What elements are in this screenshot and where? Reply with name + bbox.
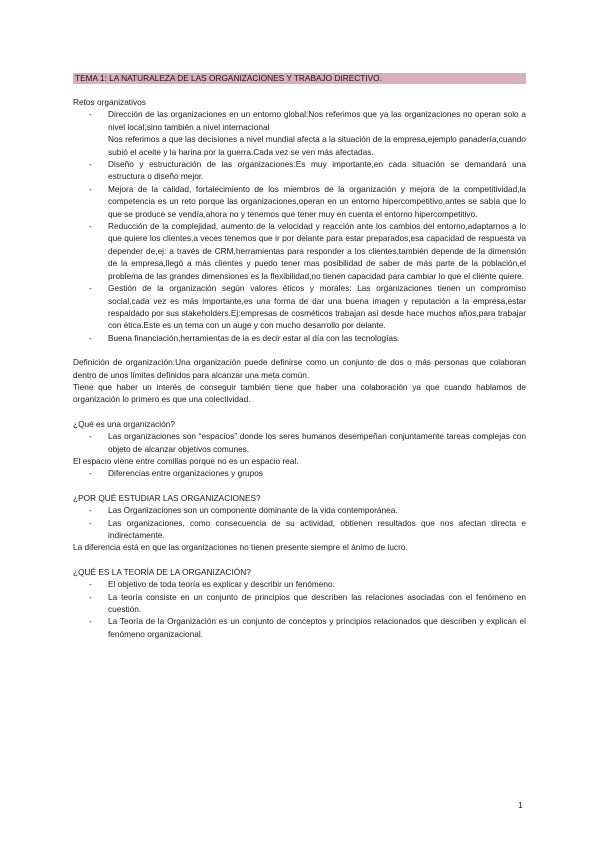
dash-bullet: - [89,579,92,590]
que-es-list-2 [73,467,526,479]
dash-bullet: - [89,517,92,528]
section-heading-que-es: ¿Qué es una organización? [73,418,175,429]
list-item: - El objetivo de toda teoría es explicar y describir un fenómeno. [89,579,335,590]
dash-bullet: - [89,221,92,232]
teoria-list [73,578,526,640]
list-item: - Gestión de la organización según valores éticos y morales: Las organizaciones tienen un compromiso social,cada vez es más importante,es una forma de dar una buena imagen y reputación a la empresa,estar respaldado por sus stakeholders.Ej:empresas de cosméticos trabajan así desde hace muchos años,para trabajar con ética.Este es un tema con un auge y con mucho desarrollo por delante. [89,283,526,331]
list-item: - Las organizaciones, como consecuencia de su actividad, obtienen resultados que nos afectan directa e indirectamente. [89,517,526,540]
que-es-middle-text: El espacio viene entre comillas porque no es un espacio real. [73,455,299,466]
section-heading-por-que: ¿POR QUÉ ESTUDIAR LAS ORGANIZACIONES? [73,492,261,503]
dash-bullet: - [89,468,92,479]
dash-bullet: - [89,505,92,516]
document-title: TEMA 1: LA NATURALEZA DE LAS ORGANIZACIONES Y TRABAJO DIRECTIVO. [73,73,526,84]
definition-paragraph-2: Tiene que haber un interés de conseguir también tiene que haber una colaboración ya que cuando hablamos de organización lo primero es que una colectividad. [73,381,526,405]
list-item: - Diseño y estructuración de las organizaciones:Es muy importante,en cada situación se demandará una estructura o diseño mejor. [89,159,526,182]
list-item-note: Nos referimos a que las decisiones a nivel mundial afecta a la situación de la empresa,ejemplo panadería,cuando subió el aceite y la harina por la guerra.Cada vez se ven más afectadas. [108,134,526,157]
list-item: - Mejora de la calidad, fortalecimiento de los miembros de la organización y mejora de la competitividad,la competencia es un reto porque las organizaciones,operan en un entorno hipercompetitivo,antes se sabía que lo que se produce se vendía,ahora no y tenemos que tener muy en cuenta el entorno hipercompetitivo. [89,183,526,219]
dash-bullet: - [89,283,92,294]
section-heading-retos: Retos organizativos [73,97,146,107]
retos-list [73,108,526,344]
dash-bullet: - [89,616,92,627]
dash-bullet: - [89,183,92,194]
dash-bullet: - [89,332,92,343]
dash-bullet: - [89,109,92,120]
list-item: - Diferencias entre organizaciones y grupos [89,468,263,479]
list-item: - Reducción de la complejidad, aumento de la velocidad y reacción ante los cambios del entorno,adaptarnos a lo que quiere los clientes,a veces tenemos que ir por delante para estar preparados,esa capacidad de respuesta va depender de,ej: a través de CRM,herramientas para responder a los clientes,también depende de la dimensión de la empresa,llegó a más clientes y puedo tener mas posibilidad de saber de más parte de la población,el problema de las grandes dimensiones es la flexibilidad,no tienen capacidad para cambiar lo que el cliente quiere. [89,221,526,281]
list-item: - Buena financiación,herramientas de ia es decir estar al día con las tecnologías. [89,332,400,343]
por-que-list [73,504,526,541]
list-item: - La teoría consiste en un conjunto de principios que describen las relaciones asociadas con el fenómeno en cuestión. [89,591,526,615]
list-item: - Las organizaciones son “espacios” donde los seres humanos desempeñan conjuntamente tareas complejas con objeto de alcanzar objetivos comunes. [89,431,526,454]
list-item: - La Teoría de la Organización es un conjunto de conceptos y principios relacionados que describen y explican el fenómeno organizacional. [89,616,526,639]
document-page [73,73,526,640]
dash-bullet: - [89,159,92,170]
que-es-list [73,430,526,455]
list-item: - Las Organizaciones son un componente dominante de la vida contemporánea. [89,505,398,516]
dash-bullet: - [89,591,92,602]
definition-paragraph: Definición de organización:Una organización puede definirse como un conjunto de dos o más personas que colaboran dentro de unos límites definidos para alcanzar una meta común. [73,357,526,380]
section-heading-teoria: ¿QUÉ ES LA TEORÍA DE LA ORGANIZACIÓN? [73,566,251,577]
por-que-tail-text: La diferencia está en que las organizaciones no tienen presente siempre el ánimo de lucro. [73,542,408,553]
list-item: - Dirección de las organizaciones en un entorno global:Nos referimos que ya las organizaciones no operan solo a nivel local,sino también a nivel internacional Nos referimos a que las decisiones a nivel mundial afecta a la situación de la empresa,ejemplo panadería,cuando subió el aceite y la harina por la guerra.Cada vez se ven más afectadas. [89,109,526,157]
page-number: 1 [518,800,523,810]
dash-bullet: - [89,431,92,442]
